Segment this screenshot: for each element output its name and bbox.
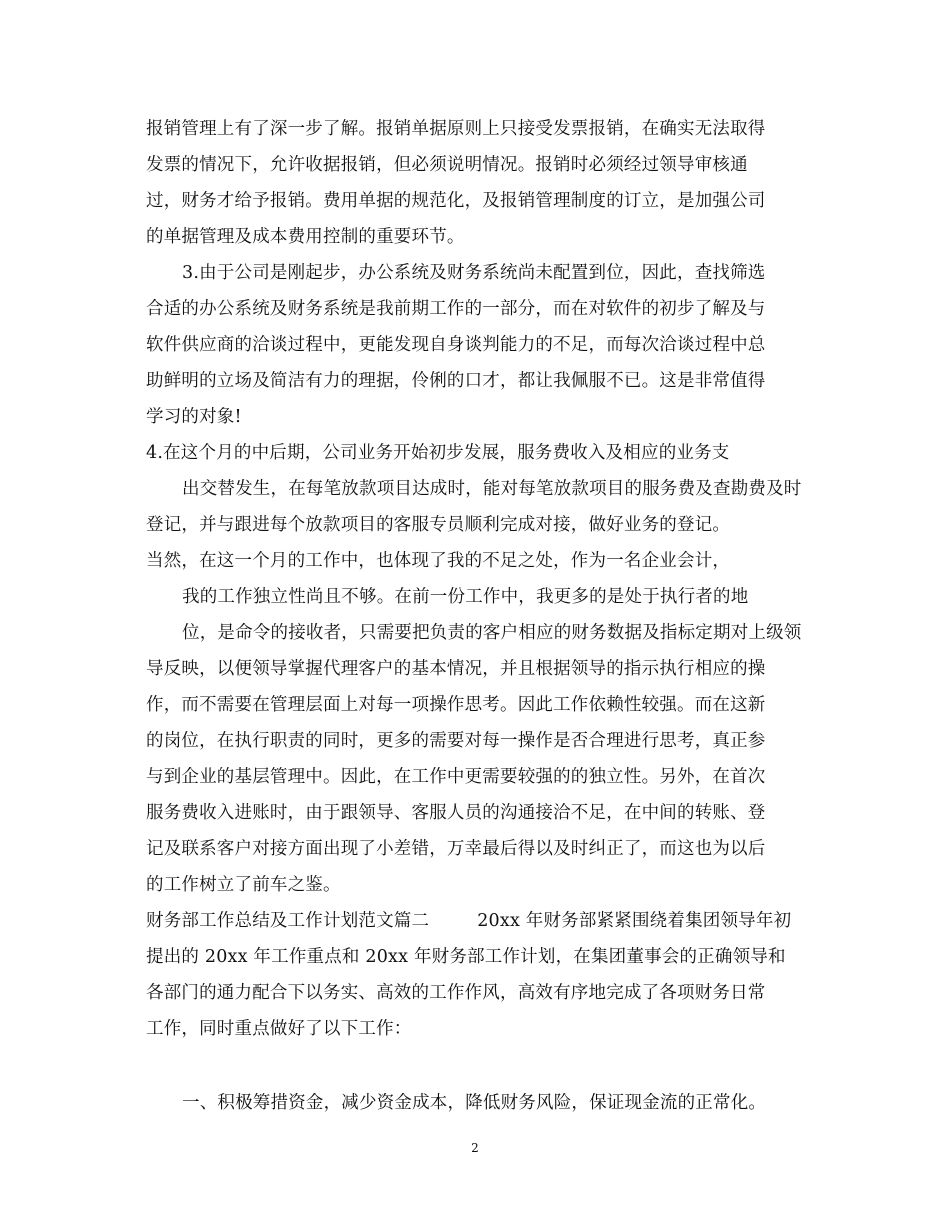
body-line: 导反映，以便领导掌握代理客户的基本情况，并且根据领导的指示执行相应的操 (146, 659, 766, 679)
body-line: 出交替发生，在每笔放款项目达成时，能对每笔放款项目的服务费及查勘费及时 (182, 479, 802, 499)
body-line: 软件供应商的洽谈过程中，更能发现自身谈判能力的不足，而每次洽谈过程中总 (146, 335, 766, 355)
body-line: 位，是命令的接收者，只需要把负责的客户相应的财务数据及指标定期对上级领 (182, 623, 802, 643)
body-line: 服务费收入进账时，由于跟领导、客服人员的沟通接洽不足，在中间的转账、登 (146, 803, 766, 823)
body-line: 登记，并与跟进每个放款项目的客服专员顺利完成对接，做好业务的登记。 (146, 515, 731, 535)
body-line: 的单据管理及成本费用控制的重要环节。 (146, 227, 465, 247)
heading-one: 一、积极筹措资金，减少资金成本，降低财务风险，保证现金流的正常化。 (182, 1093, 767, 1113)
body-line: 的工作树立了前车之鉴。 (146, 875, 341, 895)
body-line: 我的工作独立性尚且不够。在前一份工作中，我更多的是处于执行者的地 (182, 587, 749, 607)
section-line: 工作，同时重点做好了以下工作： (146, 1019, 412, 1039)
body-line: 记及联系客户对接方面出现了小差错，万幸最后得以及时纠正了，而这也为以后 (146, 839, 766, 859)
body-line: 与到企业的基层管理中。因此，在工作中更需要较强的的独立性。另外，在首次 (146, 767, 766, 787)
section-line: 各部门的通力配合下以务实、高效的工作作风，高效有序地完成了各项财务日常 (146, 983, 766, 1003)
section-title: 财务部工作总结及工作计划范文篇二 (146, 911, 430, 931)
body-line: 3.由于公司是刚起步，办公系统及财务系统尚未配置到位，因此，查找筛选 (182, 263, 766, 283)
body-line: 合适的办公系统及财务系统是我前期工作的一部分，而在对软件的初步了解及与 (146, 299, 766, 319)
section-line: 提出的 20xx 年工作重点和 20xx 年财务部工作计划，在集团董事会的正确领导和 (146, 947, 786, 967)
page-number: 2 (471, 1141, 479, 1155)
body-line: 4.在这个月的中后期，公司业务开始初步发展，服务费收入及相应的业务支 (146, 443, 730, 463)
body-line: 过，财务才给予报销。费用单据的规范化，及报销管理制度的订立，是加强公司 (146, 191, 766, 211)
section-first-line: 20xx 年财务部紧紧围绕着集团领导年初 (477, 911, 792, 931)
body-line: 发票的情况下，允许收据报销，但必须说明情况。报销时必须经过领导审核通 (146, 155, 748, 175)
body-line: 当然，在这一个月的工作中，也体现了我的不足之处，作为一名企业会计， (146, 551, 731, 571)
body-line: 学习的对象! (146, 407, 242, 427)
body-line: 的岗位，在执行职责的同时，更多的需要对每一操作是否合理进行思考，真正参 (146, 731, 766, 751)
body-line: 助鲜明的立场及简洁有力的理据，伶俐的口才，都让我佩服不已。这是非常值得 (146, 371, 766, 391)
body-line: 报销管理上有了深一步了解。报销单据原则上只接受发票报销，在确实无法取得 (146, 119, 766, 139)
section-heading-line (146, 911, 791, 931)
body-line: 作，而不需要在管理层面上对每一项操作思考。因此工作依赖性较强。而在这新 (146, 695, 766, 715)
